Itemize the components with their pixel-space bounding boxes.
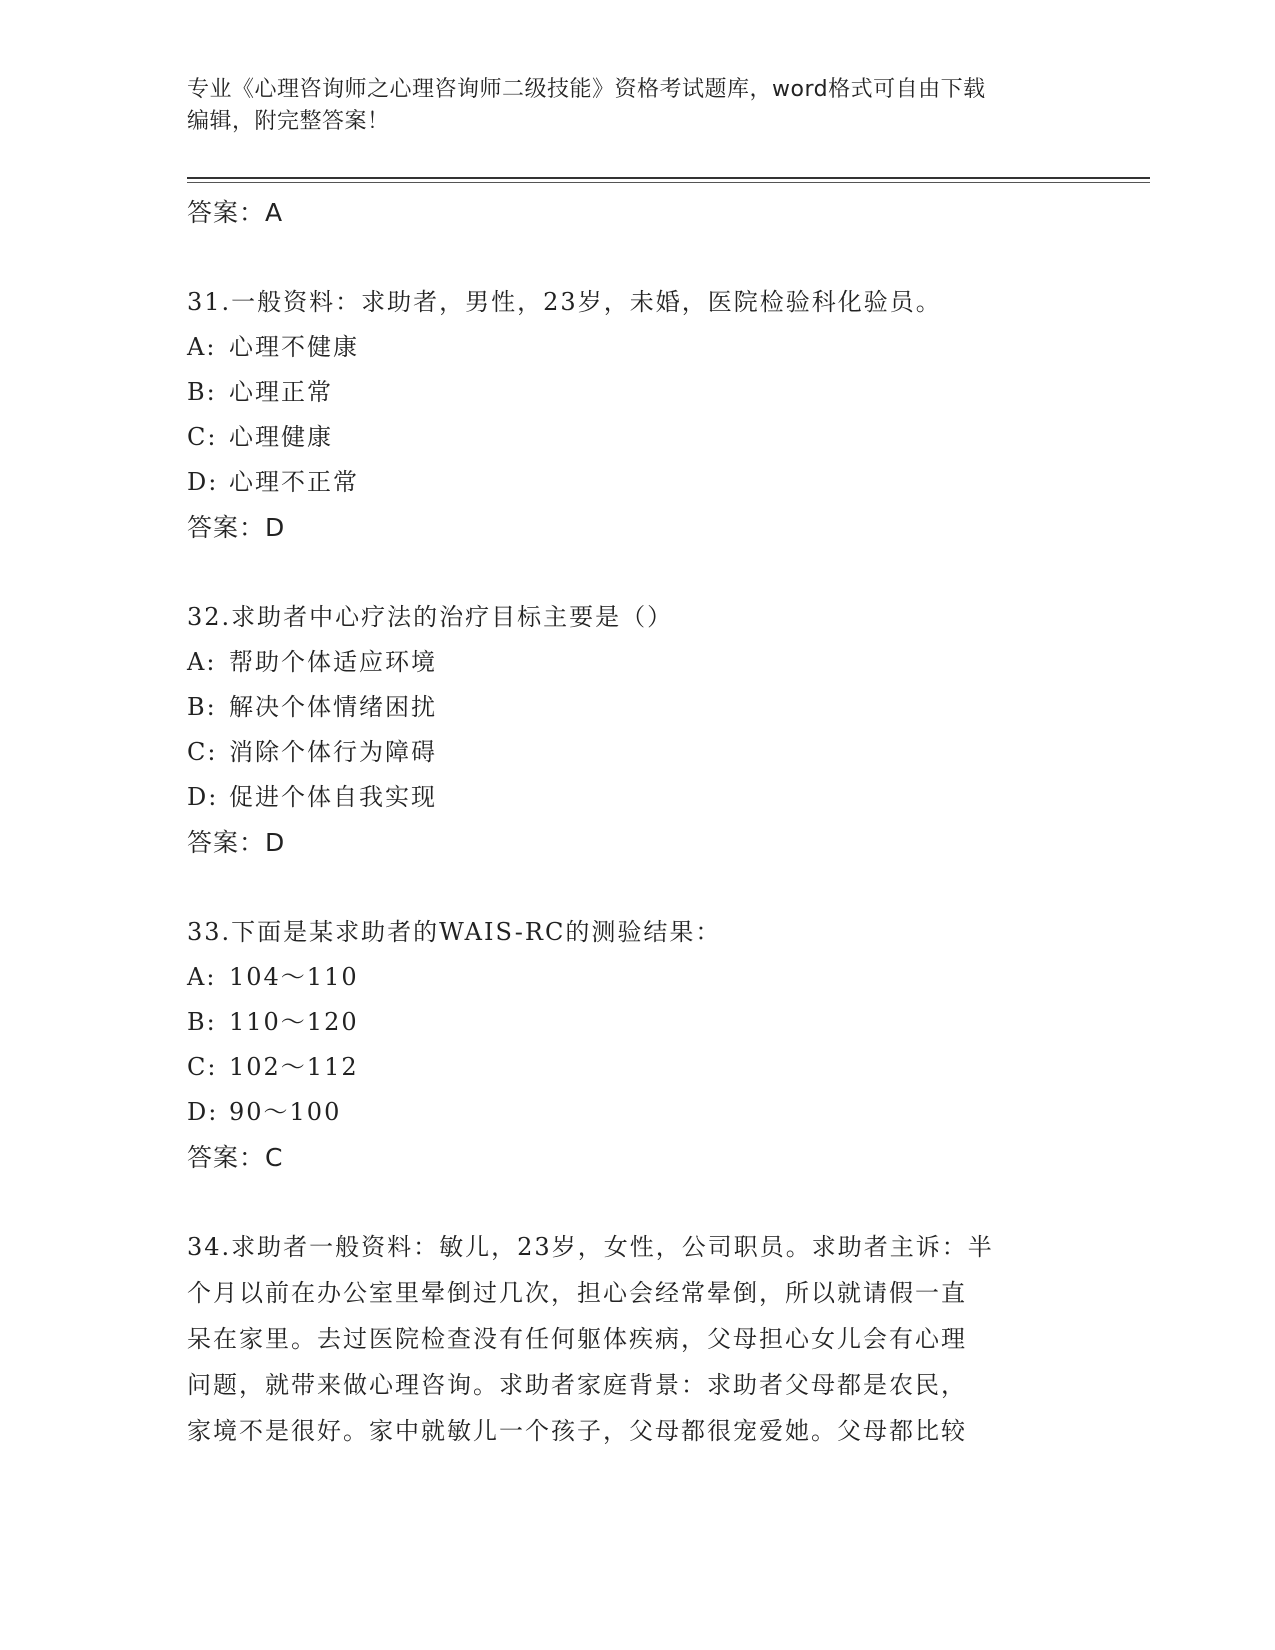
header-divider-thick (187, 177, 1150, 179)
document-header (187, 74, 1067, 138)
header-line-2: 编辑，附完整答案！ (187, 109, 390, 134)
question-block-31 (187, 279, 1087, 551)
answer-label: 答案： (187, 198, 266, 227)
option-text: 心理不正常 (229, 468, 359, 496)
option-b (187, 685, 1087, 730)
option-text: 心理不健康 (229, 333, 359, 361)
option-text: 110～120 (229, 1008, 359, 1036)
option-letter: A: (187, 963, 217, 991)
option-text: 心理健康 (229, 423, 333, 451)
option-text: 102～112 (229, 1053, 359, 1081)
option-c (187, 415, 1087, 460)
question-block-33 (187, 909, 1087, 1181)
option-c (187, 1045, 1087, 1090)
option-b (187, 1000, 1087, 1045)
option-letter: A: (187, 648, 217, 676)
option-letter: D: (187, 1098, 219, 1126)
option-a (187, 955, 1087, 1000)
question-block-34 (187, 1224, 1087, 1454)
answer-value: C (265, 1143, 285, 1172)
option-d (187, 775, 1087, 820)
option-letter: C: (187, 738, 218, 766)
option-text: 90～100 (229, 1098, 342, 1126)
answer-line (187, 190, 1087, 236)
option-letter: C: (187, 423, 218, 451)
question-text: 32.求助者中心疗法的治疗目标主要是（） (187, 603, 674, 631)
option-letter: C: (187, 1053, 218, 1081)
question-text: 33.下面是某求助者的WAIS-RC的测验结果： (187, 918, 722, 946)
question-text-line: 呆在家里。去过医院检查没有任何躯体疾病，父母担心女儿会有心理 (187, 1325, 967, 1353)
header-line-1: 专业《心理咨询师之心理咨询师二级技能》资格考试题库，word格式可自由下载 (187, 77, 986, 102)
answer-value: D (265, 828, 287, 857)
question-text-line: 家境不是很好。家中就敏儿一个孩子，父母都很宠爱她。父母都比较 (187, 1417, 967, 1445)
option-letter: D: (187, 468, 219, 496)
question-content (187, 190, 1087, 1454)
question-text-line: 34.求助者一般资料：敏儿，23岁，女性，公司职员。求助者主诉：半 (187, 1233, 994, 1261)
question-text-line: 问题，就带来做心理咨询。求助者家庭背景：求助者父母都是农民， (187, 1371, 967, 1399)
option-text: 消除个体行为障碍 (229, 738, 437, 766)
answer-value: D (265, 513, 287, 542)
option-b (187, 370, 1087, 415)
option-text: 104～110 (229, 963, 359, 991)
answer-line (187, 1135, 1087, 1181)
option-a (187, 640, 1087, 685)
option-a (187, 325, 1087, 370)
answer-label: 答案： (187, 828, 266, 857)
answer-line (187, 820, 1087, 866)
option-text: 心理正常 (229, 378, 333, 406)
option-letter: A: (187, 333, 217, 361)
answer-value: A (265, 198, 285, 227)
answer-line (187, 505, 1087, 551)
option-text: 解决个体情绪困扰 (229, 693, 437, 721)
option-letter: D: (187, 783, 219, 811)
option-text: 促进个体自我实现 (229, 783, 437, 811)
option-d (187, 460, 1087, 505)
option-letter: B: (187, 693, 217, 721)
answer-label: 答案： (187, 1143, 266, 1172)
option-letter: B: (187, 1008, 217, 1036)
question-text-line: 个月以前在办公室里晕倒过几次，担心会经常晕倒，所以就请假一直 (187, 1279, 967, 1307)
option-d (187, 1090, 1087, 1135)
question-text: 31.一般资料：求助者，男性，23岁，未婚，医院检验科化验员。 (187, 288, 942, 316)
option-letter: B: (187, 378, 217, 406)
option-text: 帮助个体适应环境 (229, 648, 437, 676)
option-c (187, 730, 1087, 775)
question-block-32 (187, 594, 1087, 866)
header-divider-thin (187, 182, 1150, 183)
answer-label: 答案： (187, 513, 266, 542)
